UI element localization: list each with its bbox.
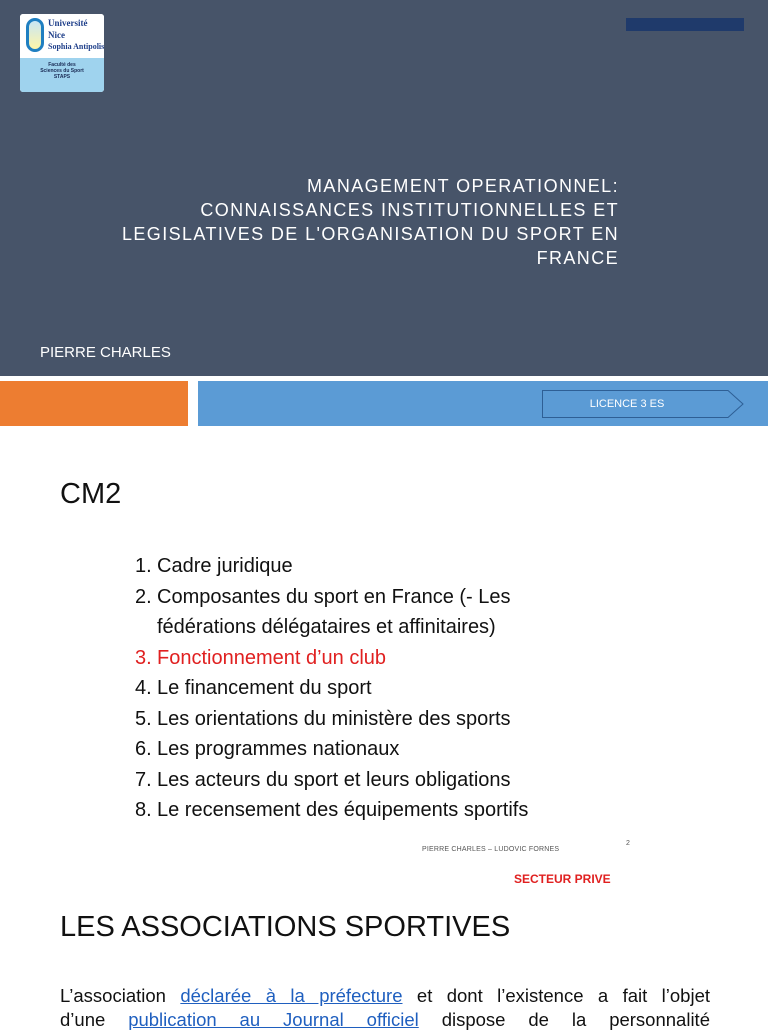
list-item [135,765,597,796]
orange-band [0,381,188,426]
slide-title-associations: LES ASSOCIATIONS SPORTIVES [60,911,511,943]
title-line-2: CONNAISSANCES INSTITUTIONNELLES ET [200,200,619,220]
item-number: 2. [135,585,152,608]
text-run: L’association [60,985,166,1006]
item-text: Les programmes nationaux [157,738,400,760]
item-text: Le recensement des équipements sportifs [157,799,529,821]
logo-emblem-icon [26,18,44,52]
title-slide [0,0,768,376]
title-line-1: MANAGEMENT OPERATIONNEL: [307,176,619,196]
text-run: d’une [60,1009,106,1030]
list-item [135,582,597,643]
licence-label: LICENCE 3 ES [589,398,665,410]
item-text: Composantes du sport en France (- Les fédérations délégataires et affinitaires) [157,585,511,638]
list-item-current [135,643,597,674]
slide-page-number: 2 [626,840,630,847]
logo-line-2: Nice [48,30,65,40]
logo-line-1: Université [48,18,88,28]
list-item [135,704,597,735]
logo-header [20,14,104,58]
text-run: et dont l’existence a fait l’objet [416,985,711,1006]
title-line-3: LEGISLATIVES DE L'ORGANISATION DU SPORT EN [121,224,619,244]
item-number: 1. [135,555,152,577]
logo-footer [20,58,104,92]
licence-tag [542,390,742,418]
logo-sub-2: Sciences du Sport [40,68,84,74]
item-text: Les acteurs du sport et leurs obligations [157,768,511,791]
item-number: 4. [135,677,152,699]
item-text: Le financement du sport [157,677,372,699]
text-run: dispose de la personnalité [441,1009,710,1030]
paragraph-line-2 [60,1008,710,1032]
list-item [135,734,597,765]
item-text: Les orientations du ministère des sports [157,707,511,730]
journal-officiel-link[interactable]: publication au Journal officiel [128,1009,419,1030]
item-number: 8. [135,799,152,821]
logo-line-3: Sophia Antipolis [48,42,104,51]
logo-sub-3: STAPS [53,74,71,80]
item-text: Cadre juridique [157,555,293,577]
item-text: Fonctionnement d’un club [157,646,387,669]
section-label: SECTEUR PRIVE [514,872,611,886]
presentation-title [59,174,619,270]
item-number: 6. [135,738,152,760]
body-paragraph [60,984,710,1032]
item-number: 5. [135,707,152,730]
logo-sub-1: Faculté des [48,62,76,68]
prefecture-link[interactable]: déclarée à la préfecture [180,985,403,1006]
top-accent-bar [626,18,744,31]
item-number: 3. [135,646,152,669]
slide-footer-authors: PIERRE CHARLES – LUDOVIC FORNES [422,846,560,853]
slide-title-cm2: CM2 [60,478,122,510]
list-item [135,795,597,826]
university-logo [20,14,104,92]
course-outline [135,551,597,826]
list-item [135,551,597,582]
author-name: PIERRE CHARLES [40,344,171,361]
item-number: 7. [135,768,152,791]
title-line-4: FRANCE [536,248,619,268]
paragraph-line-1 [60,984,710,1008]
list-item [135,673,597,704]
